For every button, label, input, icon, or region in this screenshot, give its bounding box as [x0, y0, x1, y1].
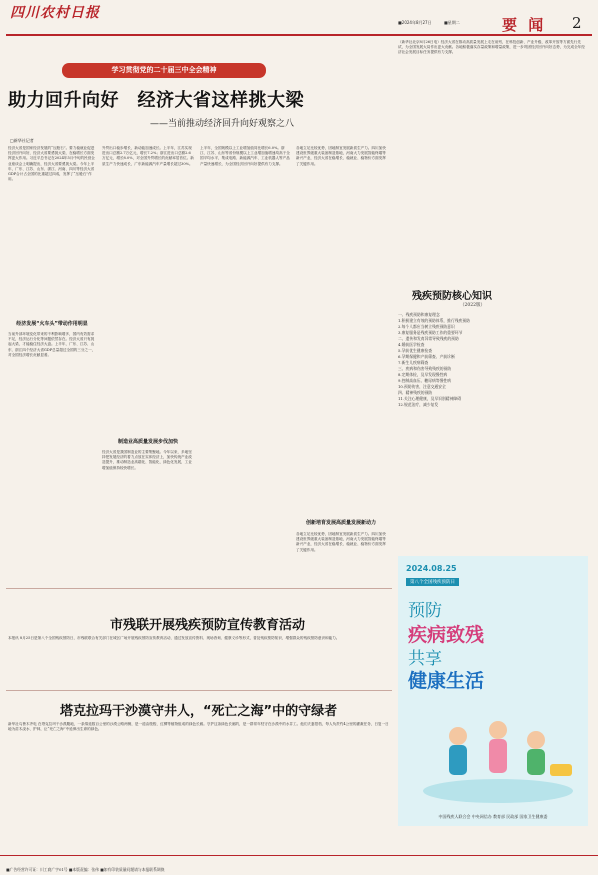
poster-line-3: 共享: [408, 649, 442, 669]
knowledge-item: 12.规范治疗，减少复发: [398, 402, 439, 407]
knowledge-item: 一、残疾预防和康复理念: [398, 312, 440, 317]
lead-subhead-c: 创新培育发展高质量发展新动力: [305, 520, 376, 526]
knowledge-item: 四、精神残疾的预防: [398, 390, 433, 395]
knowledge-item: 4.婚前医学检查: [398, 342, 425, 347]
poster-person-body: [489, 739, 507, 773]
knowledge-list: [398, 312, 588, 550]
tower-body: 新华社乌鲁木齐电 在塔克拉玛干沙漠腹地，一条绵延数百公里的沙漠公路两侧，是一道由梭梭、红柳等植物组成的绿色长廊。守护这条绿色长廊的，是一群常年驻守在沙漠中的水井工。他们夫妻搭档，每人负责约4公里的灌溉任务，日复一日地为苗木浇水、护林，让“死亡之海”中延伸出生命的绿色。: [8, 722, 389, 732]
theme-banner: [62, 63, 266, 78]
poster-date: 2024.08.25: [406, 564, 457, 573]
side-story-body: （新华社北京8月26日电）经济大省在推动高质量发展上走在前列，在科技创新、产业升级、改革开放等方面先行先试，为全国发展大局作出更大贡献。各地积极落实存量政策和增量政策，进一步巩固经济回升向好态势，为完成全年经济社会发展目标任务提供有力支撑。: [398, 40, 585, 55]
lead-body-right: 上半年，全国规模以上工业增加值同比增长6.0%。浙江、江苏、山东等省份规模以上工业增加值增速均高于全国平均水平，集成电路、新能源汽车、工业机器人等产品产量快速增长，为全国经济回升向好提供有力支撑。: [200, 146, 290, 166]
theme-banner-text: 学习贯彻党的二十届三中全会精神: [111, 66, 217, 74]
lead-body-right3: 各地立足比较优势，因地制宜发展新质生产力。四川加快建设世界级重大装备制造基地，河南大力发展智能终端等新兴产业，经济大省在稳增长、稳就业、稳物价方面发挥了关键作用。: [296, 532, 386, 552]
lead-headline: 助力回升向好 经济大省这样挑大梁: [8, 90, 304, 111]
section-title: 要 闻: [502, 16, 547, 34]
poster-footer: 中国残疾人联合会 中央网信办 教育部 民政部 国家卫生健康委: [438, 814, 548, 819]
knowledge-item: 8.定期体检，及早发现慢性病: [398, 372, 448, 377]
poster-line-1: 预防: [408, 601, 442, 621]
lead-byline: □新华社记者: [10, 138, 34, 143]
poster-person-head: [527, 731, 545, 749]
poster-subtitle: 第八个全国残疾预防日: [406, 578, 459, 586]
issue-date: ■2024年8月27日: [398, 20, 432, 25]
knowledge-year: （2022版）: [460, 303, 485, 308]
lead-body-left: 经济大省是国家经济发展的“压舱石”。要力稳就业促进经济回升向好，经济大省要勇挑大梁，在稳增长方面发挥更大作用。习近平总书记在2024年5月中旬的民营企业座谈会上明确提出，经济大省要勇挑大梁。今年上半年，广东、江苏、山东、浙江、河南、四川等经济大省GDP合计占全国的比重超过四成，发挥了“压舱石”作用。: [8, 146, 95, 182]
tower-headline: 塔克拉玛干沙漠守井人，“死亡之海”中的守绿者: [60, 704, 338, 719]
poster-person-head: [489, 721, 507, 739]
lead-subhead-b: 制造业高质量发展步伐加快: [117, 439, 178, 445]
disability-body: 本报讯 8月25日是第八个全国残疾预防日，市残联联合有关部门在城区广场开展残疾预防宣传教育活动，通过发放宣传资料、现场咨询、健康义诊等形式，普及残疾预防知识，增强群众的残疾预防意识和能力。: [8, 636, 340, 640]
knowledge-item: 二、遗传和发育异常导致残疾的预防: [398, 336, 459, 341]
knowledge-item: 5.孕前优生健康检查: [398, 348, 432, 353]
lead-body-right2: 各地立足比较优势，因地制宜发展新质生产力。四川加快建设世界级重大装备制造基地，河南大力发展智能终端等新兴产业，经济大省在稳增长、稳就业、稳物价方面发挥了关键作用。: [296, 146, 386, 166]
masthead-title: 四川农村日报: [10, 5, 100, 21]
poster-weights: [550, 764, 572, 776]
knowledge-item: 3.康复服务是残疾预防工作的重要环节: [398, 330, 463, 335]
page-number: 2: [572, 14, 582, 32]
knowledge-item: 10.预防伤害，注意交通安全: [398, 384, 446, 389]
lead-subheadline: ——当前推动经济回升向好观察之八: [150, 119, 295, 129]
knowledge-title: 残疾预防核心知识: [412, 291, 492, 302]
poster-line-4: 健康生活: [408, 670, 485, 692]
knowledge-item: 7.新生儿疾病筛查: [398, 360, 429, 365]
poster-person-body: [449, 745, 467, 775]
knowledge-item: 9.控制高血压、糖尿病等慢性病: [398, 378, 451, 383]
prevention-day-poster: [398, 556, 588, 826]
poster-ground: [423, 779, 573, 803]
lead-body-left2: 当前外部环境变化带来的不利影响增多，国内有效需求不足，经济运行分化等问题依然存在。经济大省只有挑起大梁，才能稳住经济大盘。上半年，广东、江苏、山东、浙江四个经济大省GDP总量超过全国的三分之一，对全国经济增长贡献显著。: [8, 332, 96, 357]
knowledge-item: 2.每个人都应当树立残疾预防意识: [398, 324, 455, 329]
poster-illustration: [418, 706, 578, 806]
lead-subhead-a: 经济发展“火车头”带动作用明显: [16, 321, 88, 327]
poster-person-head: [449, 727, 467, 745]
footer-text: ■广告经营许可证：川工商广字01号 ■本版责编：张伟 ■如有印装质量问题请与本报联系调换: [6, 867, 165, 872]
section-divider: [6, 588, 392, 589]
knowledge-item: 6.孕期保健和产前筛查、产前诊断: [398, 354, 455, 359]
issue-weekday: ■星期二: [444, 20, 460, 25]
lead-body-mid2: 经济大省是我国制造业的主要集聚地。今年以来，多地坚持把发展经济的着力点放在实体经济上，加快传统产业改造提升，推动制造业高端化、智能化、绿色化发展，工业增加值保持较快增长。: [102, 450, 192, 470]
header-rule: [6, 34, 592, 36]
knowledge-item: 1.积极建立有效的预防体系，推行残疾预防: [398, 318, 470, 323]
knowledge-item: 三、疾病和伤害导致残疾的预防: [398, 366, 452, 371]
disability-headline: 市残联开展残疾预防宣传教育活动: [110, 618, 306, 633]
knowledge-item: 11.关注心理健康，及早识别精神障碍: [398, 396, 461, 401]
page-footer: [0, 855, 598, 872]
lead-body-mid: 外贸出口稳步增长，新动能加速成长。上半年，江苏实现进出口总额2.7万亿元，增长7.2%；浙江进出口总额2.6万亿元，增长8.0%，对全国外贸增长的贡献率居首位。新质生产力快速成长，广东新能源汽车产量增长超过30%。: [102, 146, 194, 166]
poster-line-2: 疾病致残: [408, 624, 485, 646]
section-divider-2: [6, 690, 392, 691]
poster-person-body: [527, 749, 545, 775]
